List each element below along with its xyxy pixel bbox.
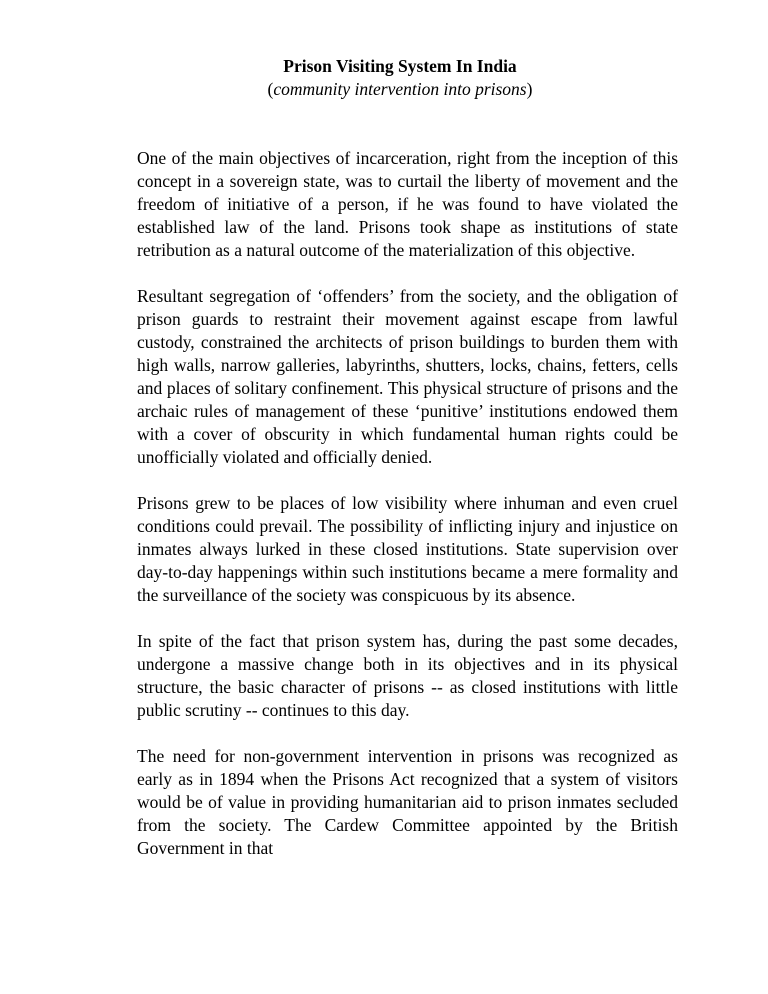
paragraph: Resultant segregation of ‘offenders’ from the society, and the obligation of prison guards to restraint their movement against escape from lawful custody, constrained the architects of prison buildings to burden them with high walls, narrow galleries, labyrinths, shutters, locks, chains, fetters, cells and places of solitary confinement. This physical structure of prisons and the archaic rules of management of these ‘punitive’ institutions endowed them with a cover of obscurity in which fundamental human rights could be unofficially violated and officially denied.	[137, 286, 678, 467]
paragraph: The need for non-government intervention in prisons was recognized as early as in 1894 when the Prisons Act recognized that a system of visitors would be of value in providing humanitarian aid to prison inmates secluded from the society. The Cardew Committee appointed by the British Government in that	[137, 746, 678, 858]
document-subtitle	[0, 78, 768, 101]
paragraph: Prisons grew to be places of low visibility where inhuman and even cruel conditions could prevail. The possibility of inflicting injury and injustice on inmates always lurked in these closed institutions. State supervision over day-to-day happenings within such institutions became a mere formality and the surveillance of the society was conspicuous by its absence.	[137, 493, 678, 605]
subtitle-text: community intervention into prisons	[273, 79, 527, 99]
paragraph: One of the main objectives of incarceration, right from the inception of this concept in a sovereign state, was to curtail the liberty of movement and the freedom of initiative of a person, if he was found to have violated the established law of the land. Prisons took shape as institutions of state retribution as a natural outcome of the materialization of this objective.	[137, 148, 678, 260]
body-text	[137, 147, 678, 883]
subtitle-close-paren: )	[526, 79, 533, 99]
subtitle-open-paren: (	[267, 79, 274, 99]
paragraph: In spite of the fact that prison system has, during the past some decades, undergone a massive change both in its objectives and in its physical structure, the basic character of prisons -- as closed institutions with little public scrutiny -- continues to this day.	[137, 631, 678, 720]
title-block	[0, 55, 768, 101]
document-title: Prison Visiting System In India	[283, 56, 517, 76]
